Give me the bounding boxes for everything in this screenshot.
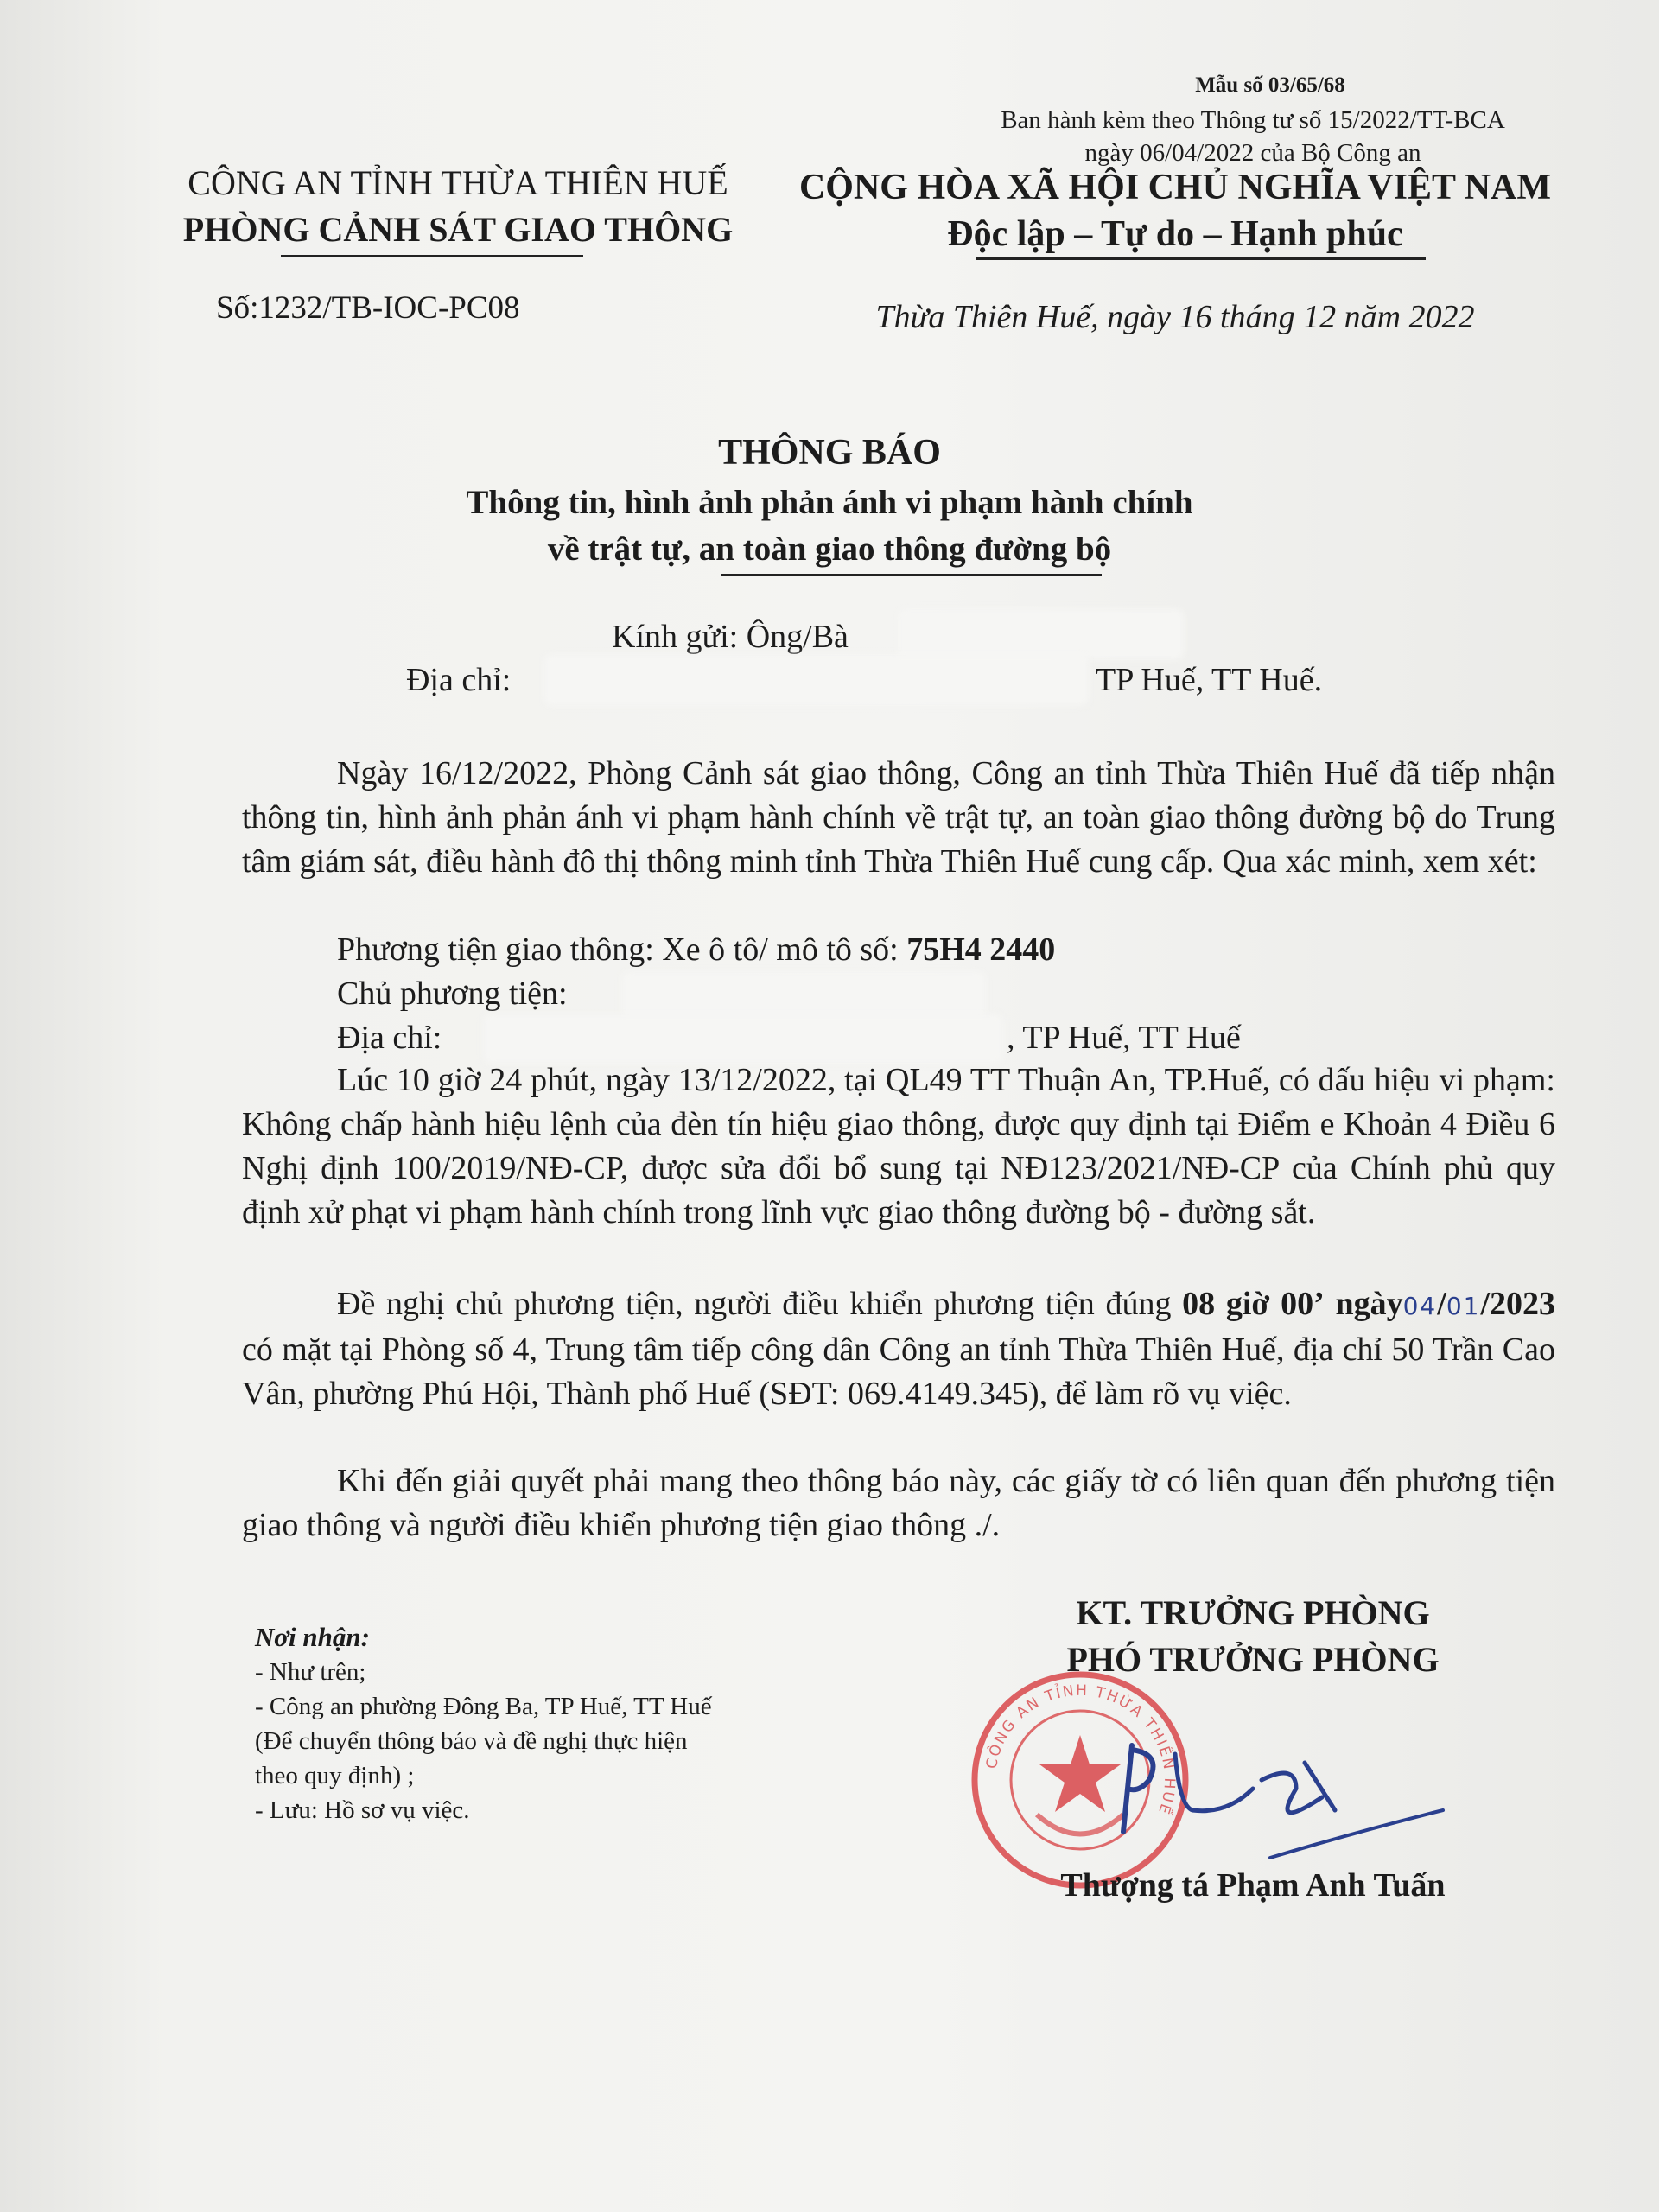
vehicle-label: Phương tiện giao thông: Xe ô tô/ mô tô số:	[337, 931, 907, 968]
subtitle-line-2: về trật tự, an toàn giao thông đường bộ	[547, 531, 1112, 568]
agency-name: CÔNG AN TỈNH THỪA THIÊN HUẾ	[188, 163, 728, 202]
nation-name: CỘNG HÒA XÃ HỘI CHỦ NGHĨA VIỆT NAM	[798, 168, 1552, 207]
document-number: Số:1232/TB-IOC-PC08	[216, 290, 520, 326]
motto-underline	[976, 257, 1426, 260]
redacted-name	[899, 609, 1184, 659]
redacted-owner-address	[484, 1014, 1002, 1063]
vehicle-plate: 75H4 2440	[906, 931, 1056, 968]
recipients-label: Nơi nhận:	[255, 1622, 370, 1652]
summons-time: 08 giờ 00’	[1182, 1286, 1325, 1322]
summons-ngay: ngày	[1335, 1286, 1403, 1322]
redacted-address	[544, 655, 1089, 705]
address-tail: TP Huế, TT Huế.	[1096, 662, 1323, 698]
date-separator: /	[1437, 1286, 1446, 1322]
recipient-item: - Công an phường Đông Ba, TP Huế, TT Huế	[255, 1693, 712, 1720]
vehicle-line	[337, 931, 1055, 969]
subtitle-line-1: Thông tin, hình ảnh phản ánh vi phạm hành chính	[466, 484, 1193, 521]
addressee-greeting: Kính gửi: Ông/Bà	[612, 619, 849, 655]
recipient-item: - Như trên;	[255, 1658, 366, 1686]
document-title: THÔNG BÁO	[718, 433, 941, 473]
place-date: Thừa Thiên Huế, ngày 16 tháng 12 năm 2022	[875, 299, 1475, 335]
addressee-address	[406, 661, 511, 699]
address-label: Địa chỉ:	[406, 662, 512, 698]
paragraph-intro: Ngày 16/12/2022, Phòng Cảnh sát giao thông, Công an tỉnh Thừa Thiên Huế đã tiếp nhận thông tin, hình ảnh phản ánh vi phạm hành chính về trật tự, an toàn giao thông đường bộ do Trung tâm giám sát, điều hành đô thị thông minh tỉnh Thừa Thiên Huế cung cấp. Qua xác minh, xem xét:	[242, 755, 1555, 880]
owner-address-tail: , TP Huế, TT Huế	[1007, 1020, 1241, 1056]
redacted-owner	[622, 972, 985, 1020]
recipient-item: - Lưu: Hồ sơ vụ việc.	[255, 1796, 470, 1824]
national-motto: Độc lập – Tự do – Hạnh phúc	[947, 214, 1403, 254]
title-underline	[721, 574, 1102, 576]
paragraph-instructions: Khi đến giải quyết phải mang theo thông báo này, các giấy tờ có liên quan đến phương tiện giao thông và người điều khiển phương tiện giao thông ./.	[242, 1463, 1555, 1543]
document-subtitle	[0, 480, 1659, 573]
form-number: Mẫu số 03/65/68	[1195, 73, 1345, 97]
summons-text-b: có mặt tại Phòng số 4, Trung tâm tiếp công dân Công an tỉnh Thừa Thiên Huế, địa chỉ 50 Trần Cao Vân, phường Phú Hội, Thành phố Huế (SĐT: 069.4149.345), để làm rõ vụ việc.	[242, 1332, 1555, 1412]
recipients-block	[255, 1620, 912, 1827]
paragraph-summons	[242, 1282, 1555, 1416]
handwritten-day: 04	[1402, 1292, 1438, 1320]
signer-name: Thượng tá Phạm Anh Tuấn	[1060, 1867, 1446, 1904]
signature-title-1: KT. TRƯỞNG PHÒNG	[1076, 1593, 1430, 1632]
agency-underline	[281, 255, 583, 257]
form-basis-line-1: Ban hành kèm theo Thông tư số 15/2022/TT-BCA	[1001, 106, 1505, 134]
summons-text-a: Đề nghị chủ phương tiện, người điều khiển phương tiện đúng	[337, 1286, 1183, 1322]
signature-title-2: PHÓ TRƯỞNG PHÒNG	[1066, 1640, 1440, 1679]
owner-address-label: Địa chỉ:	[337, 1020, 442, 1056]
owner-label: Chủ phương tiện:	[337, 976, 568, 1012]
form-basis-line-2: ngày 06/04/2022 của Bộ Công an	[1084, 139, 1421, 167]
paragraph-violation: Lúc 10 giờ 24 phút, ngày 13/12/2022, tại QL49 TT Thuận An, TP.Huế, có dấu hiệu vi phạm: Không chấp hành hiệu lệnh của đèn tín hiệu giao thông, được quy định tại Điểm e Khoản 4 Điều 6 Nghị định 100/2019/NĐ-CP, được sửa đổi bổ sung tại NĐ123/2021/NĐ-CP của Chính phủ quy định xử phạt vi phạm hành chính trong lĩnh vực giao thông đường bộ - đường sắt.	[242, 1062, 1555, 1230]
department-name: PHÒNG CẢNH SÁT GIAO THÔNG	[182, 210, 734, 249]
owner-address-line	[337, 1019, 442, 1057]
recipient-item: (Để chuyển thông báo và đề nghị thực hiện theo quy định) ;	[255, 1727, 688, 1789]
form-basis	[933, 104, 1573, 169]
handwritten-month: 01	[1446, 1292, 1481, 1320]
svg-text:CÔNG AN TỈNH THỪA THIÊN HUẾ: CÔNG AN TỈNH THỪA THIÊN HUẾ	[982, 1681, 1179, 1818]
summons-year: /2023	[1480, 1286, 1556, 1322]
handwritten-signature	[1097, 1728, 1460, 1866]
owner-line	[337, 975, 568, 1013]
issuing-agency	[147, 160, 769, 253]
national-heading	[795, 164, 1555, 257]
